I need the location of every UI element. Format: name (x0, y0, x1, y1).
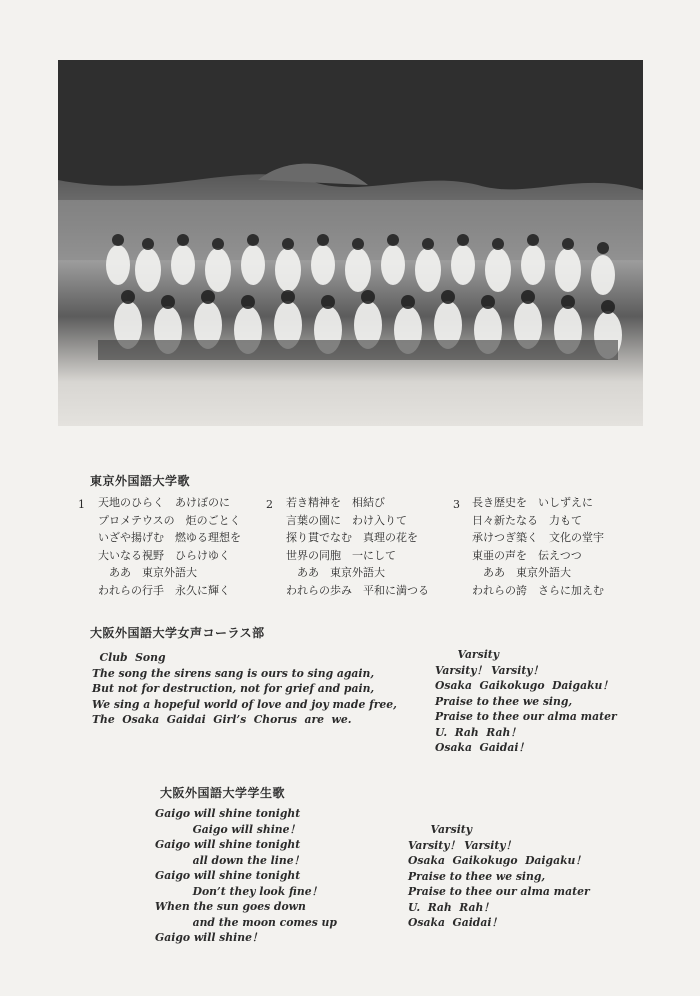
lyric-line: Club Song (92, 651, 166, 664)
lyric-line: The Osaka Gaidai Girl’s Chorus are we. (92, 713, 352, 726)
lyric-line: Osaka Gaikokugo Daigaku！ (435, 679, 614, 692)
student-song (155, 806, 337, 946)
lyric-line: Don’t they look fine！ (155, 884, 323, 898)
verse-line: 探り貫でなむ 真理の花を (286, 531, 418, 544)
lyric-line: Gaigo will shine tonight (155, 807, 301, 820)
lyric-line: Gaigo will shine tonight (155, 869, 301, 882)
lyric-line: Gaigo will shine！ (155, 931, 263, 944)
verse-number: 1 (78, 498, 85, 511)
lyric-line: and the moon comes up (155, 915, 337, 929)
tokyo-verse-2 (286, 494, 429, 599)
lyric-line: U. Rah Rah！ (408, 900, 495, 914)
verse-line: われらの歩み 平和に満つる (286, 583, 429, 597)
verse-line: ああ 東京外語大 (286, 566, 385, 579)
lyric-line: Praise to thee our alma mater (435, 710, 617, 723)
lyric-line: But not for destruction, not for grief and pain, (92, 682, 375, 695)
verse-line: 天地のひらく あけぼのに (98, 496, 230, 509)
club-song (92, 650, 397, 728)
verse-line: 若き精神を 相結び (286, 496, 385, 509)
lyric-line: all down the line！ (155, 853, 305, 867)
verse-line: 日々新たなる 力もて (472, 513, 582, 527)
lyric-line: Varsity (408, 823, 473, 836)
lyric-line: Varsity (435, 648, 500, 661)
verse-line: われらの誇 さらに加えむ (472, 583, 604, 597)
verse-line: 東亜の声を 伝えつつ (472, 548, 582, 562)
tokyo-verse-3 (472, 494, 604, 599)
verse-line: ああ 東京外語大 (472, 566, 571, 579)
lyric-line: Varsity！ Varsity！ (435, 663, 544, 677)
lyric-line: Praise to thee our alma mater (408, 885, 590, 898)
student-song-title: 大阪外国語大学学生歌 (160, 786, 286, 800)
lyric-line: Praise to thee we sing, (435, 694, 573, 708)
lyric-line: Gaigo will shine tonight (155, 838, 301, 851)
verse-line: 承けつぎ築く 文化の堂宇 (472, 531, 604, 544)
verse-line: 大いなる視野 ひらけゆく (98, 548, 230, 562)
lyric-line: The song the sirens sang is ours to sing again, (92, 666, 375, 680)
verse-number: 2 (266, 498, 273, 511)
verse-line: 言葉の園に わけ入りて (286, 513, 407, 527)
verse-line: プロメテウスの 炬のごとく (98, 513, 241, 527)
lyric-line: Osaka Gaidai！ (408, 916, 503, 929)
lyric-line: Osaka Gaikokugo Daigaku！ (408, 854, 587, 867)
verse-line: われらの行手 永久に輝く (98, 583, 230, 597)
tokyo-verse-1 (98, 494, 241, 599)
lyric-line: We sing a hopeful world of love and joy made free, (92, 697, 397, 711)
verse-line: ああ 東京外語大 (98, 566, 197, 579)
verse-line: いざや揚げむ 燃ゆる理想を (98, 531, 241, 544)
lyric-line: U. Rah Rah！ (435, 725, 522, 739)
lyric-line: Varsity！ Varsity！ (408, 838, 517, 852)
tokyo-song-title: 東京外国語大学歌 (90, 474, 191, 488)
lyric-line: Osaka Gaidai！ (435, 741, 530, 754)
lyric-line: Gaigo will shine！ (155, 822, 301, 836)
student-varsity (408, 822, 590, 931)
verse-line: 世界の同胞 一にして (286, 548, 396, 562)
verse-line: 長き歴史を いしずえに (472, 496, 593, 509)
chorus-varsity (435, 647, 617, 756)
lyric-line: When the sun goes down (155, 900, 306, 913)
chorus-title: 大阪外国語大学女声コーラス部 (90, 626, 265, 640)
group-photo-graphic (58, 60, 643, 426)
verse-number: 3 (453, 498, 460, 511)
group-photo (58, 60, 643, 426)
lyric-line: Praise to thee we sing, (408, 869, 546, 883)
